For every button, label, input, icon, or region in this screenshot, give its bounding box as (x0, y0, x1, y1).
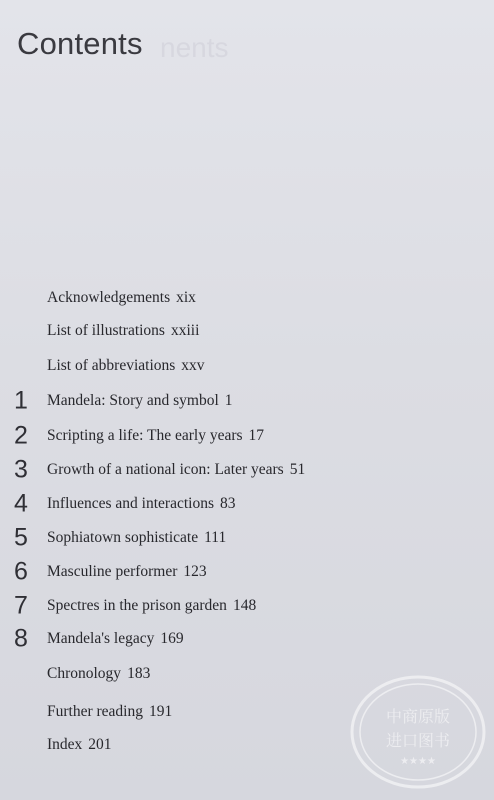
toc-entry-label (47, 322, 199, 340)
seal-top-text: 中商原版 (385, 707, 451, 726)
entry-title: Influences and interactions (47, 495, 214, 512)
entry-page-number: xxv (181, 357, 205, 374)
entry-title: Spectres in the prison garden (47, 597, 227, 614)
entry-title: Sophiatown sophisticate (47, 529, 199, 546)
watermark-seal-icon (348, 672, 488, 792)
chapter-number: 4 (14, 489, 28, 518)
toc-entry-label (47, 736, 112, 754)
chapter-number: 5 (14, 523, 28, 552)
page-title: Contents (17, 26, 143, 61)
entry-title: Scripting a life: The early years (47, 427, 243, 444)
toc-entry-label (47, 665, 150, 683)
toc-entry-label (47, 392, 233, 410)
seal-stars-icon: ★★★★ (400, 756, 436, 767)
toc-entry-label (47, 427, 264, 445)
toc-entry-label (47, 597, 256, 615)
chapter-number: 7 (14, 591, 28, 620)
entry-page-number: 51 (289, 461, 306, 478)
entry-page-number: 183 (127, 665, 151, 682)
toc-entry-label (47, 289, 196, 307)
entry-title: Chronology (47, 665, 122, 682)
toc-entry-chapter-1[interactable] (0, 386, 494, 416)
toc-entry-chapter-3[interactable] (0, 455, 494, 485)
chapter-number: 1 (14, 386, 28, 415)
toc-entry-chapter-2[interactable] (0, 421, 494, 451)
toc-entry-chapter-4[interactable] (0, 489, 494, 519)
toc-entry-list-of-abbreviations[interactable] (0, 351, 494, 381)
entry-title: List of abbreviations (47, 357, 176, 374)
chapter-number: 6 (14, 557, 28, 586)
toc-entry-chapter-6[interactable] (0, 557, 494, 587)
chapter-number: 3 (14, 455, 28, 484)
toc-entry-label (47, 563, 207, 581)
chapter-number: 8 (14, 624, 28, 653)
entry-title: Mandela's legacy (47, 630, 155, 647)
toc-entry-label (47, 357, 205, 375)
toc-entry-chapter-8[interactable] (0, 624, 494, 654)
toc-entry-list-of-illustrations[interactable] (0, 316, 494, 346)
entry-title: Acknowledgements (47, 289, 171, 306)
entry-title: Mandela: Story and symbol (47, 392, 219, 409)
entry-page-number: 83 (220, 495, 236, 512)
toc-entry-label (47, 703, 172, 721)
entry-page-number: 169 (160, 630, 184, 647)
toc-entry-chapter-7[interactable] (0, 591, 494, 621)
entry-page-number: xxiii (170, 322, 200, 339)
entry-title: List of illustrations (47, 322, 165, 339)
toc-entry-label (47, 461, 305, 479)
bleed-through-text: nents (160, 32, 229, 63)
toc-entry-label (47, 529, 226, 547)
toc-entry-label (47, 630, 184, 648)
entry-page-number: xix (176, 289, 196, 306)
entry-title: Index (47, 736, 83, 753)
entry-title: Masculine performer (47, 563, 178, 580)
entry-title: Further reading (47, 703, 143, 720)
entry-page-number: 191 (148, 703, 173, 720)
chapter-number: 2 (14, 421, 28, 450)
entry-page-number: 1 (224, 392, 233, 409)
toc-entry-acknowledgements[interactable] (0, 283, 494, 313)
entry-title: Growth of a national icon: Later years (47, 461, 284, 478)
entry-page-number: 148 (232, 597, 257, 614)
toc-entry-chapter-5[interactable] (0, 523, 494, 553)
entry-page-number: 123 (183, 563, 207, 580)
entry-page-number: 17 (248, 427, 265, 444)
entry-page-number: 201 (88, 736, 112, 753)
entry-page-number: 111 (204, 529, 227, 546)
seal-bottom-text: 进口图书 (385, 731, 451, 750)
toc-entry-label (47, 495, 236, 513)
